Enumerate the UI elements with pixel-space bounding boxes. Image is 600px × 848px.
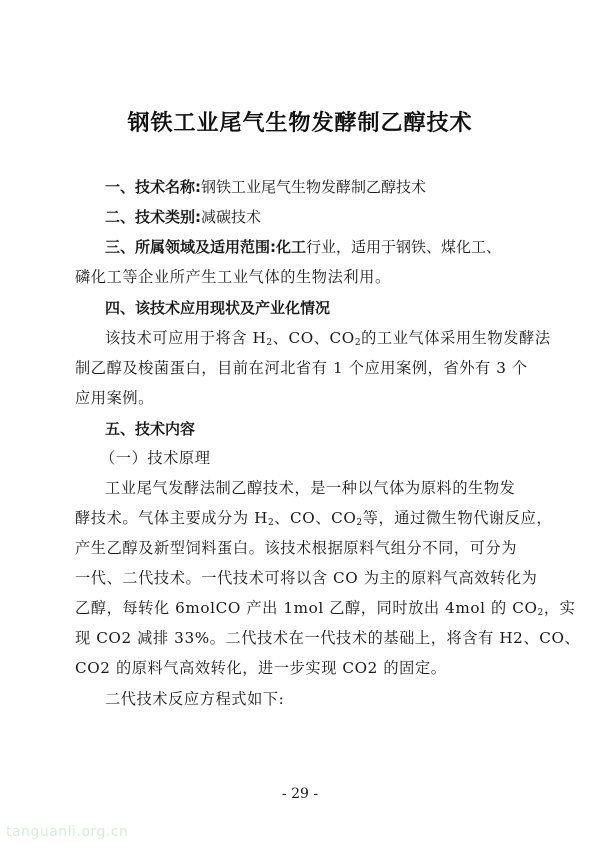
section-1-value: 钢铁工业尾气生物发酵制乙醇技术: [201, 178, 427, 196]
section-3: [75, 236, 501, 257]
text-run: 的工业气体采用生物发酵法: [361, 329, 551, 347]
section-4-para-line-2: 制乙醇及梭菌蛋白，目前在河北省有 1 个应用案例，省外有 3 个: [75, 359, 528, 377]
text-run: 等，通过微生物代谢反应，: [362, 509, 553, 527]
section-5-heading: 五、技术内容: [105, 420, 196, 438]
section-2: [75, 206, 261, 227]
section-5-para-line-4: 一代、二代技术。一代技术可将以含 CO 为主的原料气高效转化为: [75, 569, 538, 587]
section-4: [75, 297, 330, 318]
section-2-value: 减碳技术: [201, 208, 262, 226]
section-5-para-line-3: 产生乙醇及新型饲料蛋白。该技术根据原料气组分不同，可分为: [75, 539, 518, 557]
section-2-heading: 二、技术类别:: [105, 208, 201, 226]
section-3-line-2: 磷化工等企业所产生工业气体的生物法利用。: [75, 268, 391, 286]
subscript: 2: [266, 338, 273, 348]
section-5-para-line-1: 工业尾气发酵法制乙醇技术，是一种以气体为原料的生物发: [105, 479, 516, 497]
text-run: 乙醇，每转化 6molCO 产出 1mol 乙醇，同时放出 4mol 的 CO: [75, 599, 538, 617]
text-run: 该技术可应用于将含 H: [105, 329, 267, 347]
section-4-heading: 四、该技术应用现状及产业化情况: [105, 299, 331, 317]
text-run: 、CO、CO: [272, 329, 355, 347]
subscript: 2: [354, 338, 362, 348]
section-3-field: 化工: [276, 238, 307, 256]
section-4-para-line-3: 应用案例。: [75, 389, 154, 407]
section-1-heading: 一、技术名称:: [105, 178, 201, 196]
section-1: [75, 176, 426, 197]
text-run: ，实: [543, 599, 576, 617]
section-5: [75, 418, 195, 439]
section-3-heading: 三、所属领域及适用范围:: [105, 238, 276, 256]
text-run: 酵技术。气体主要成分为 H: [75, 509, 268, 527]
subscript: 2: [267, 518, 275, 528]
text-run: 、CO、CO: [274, 509, 357, 527]
section-3-value-a: 行业，适用于钢铁、煤化工、: [306, 238, 502, 256]
subscript: 2: [356, 518, 363, 528]
watermark: tanguanli.org.cn: [6, 824, 129, 840]
section-5-para-line-2: [75, 507, 552, 528]
section-5-para-line-5: [75, 597, 575, 618]
section-4-para-line-1: [105, 327, 551, 348]
section-5-para-2: 二代技术反应方程式如下:: [105, 690, 285, 708]
document-title: 钢铁工业尾气生物发酵制乙醇技术: [127, 111, 473, 136]
page-number: - 29 -: [281, 786, 319, 802]
section-5-para-line-6: 现 CO2 减排 33%。二代技术在一代技术的基础上，将含有 H2、CO、: [75, 629, 581, 647]
section-5-subheading: （一）技术原理: [100, 449, 211, 467]
subscript: 2: [537, 608, 544, 618]
section-5-para-line-7: CO2 的原料气高效转化，进一步实现 CO2 的固定。: [75, 659, 447, 677]
